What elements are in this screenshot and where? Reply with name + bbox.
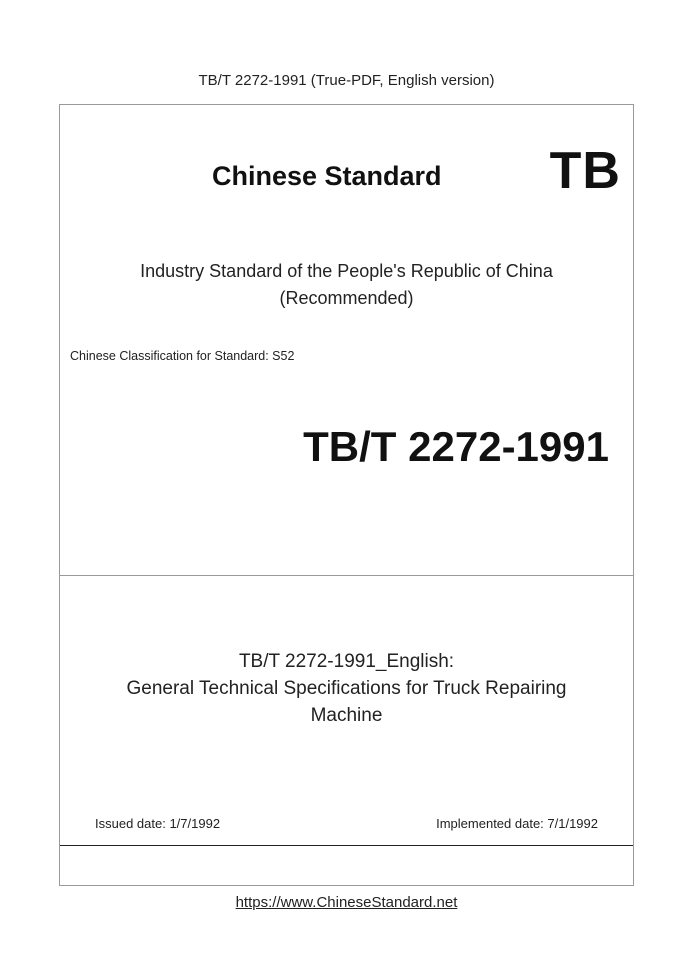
page-header: TB/T 2272-1991 (True-PDF, English version)	[198, 72, 495, 89]
issued-date: Issued date: 1/7/1992	[95, 816, 221, 831]
website-link[interactable]: https://www.ChineseStandard.net	[235, 894, 458, 911]
industry-line-2: (Recommended)	[279, 288, 414, 308]
title-line-3: Machine	[310, 705, 383, 726]
standard-title: Chinese Standard	[212, 161, 442, 191]
implemented-date: Implemented date: 7/1/1992	[436, 816, 598, 831]
standard-code: TB	[549, 142, 621, 200]
footer	[0, 894, 693, 911]
cover-title-section	[60, 576, 633, 846]
industry-line-1: Industry Standard of the People's Republic of China	[140, 261, 553, 281]
document-title	[60, 648, 633, 729]
industry-statement	[60, 258, 633, 312]
document-number: TB/T 2272-1991	[303, 423, 609, 470]
cover-frame	[59, 104, 634, 886]
title-line-1: TB/T 2272-1991_English:	[238, 651, 455, 672]
classification-label: Chinese Classification for Standard: S52	[70, 349, 295, 363]
cover-top-section	[60, 105, 633, 576]
title-line-2: General Technical Specifications for Truck Repairing	[126, 678, 567, 699]
cover-bottom-section	[60, 846, 633, 886]
